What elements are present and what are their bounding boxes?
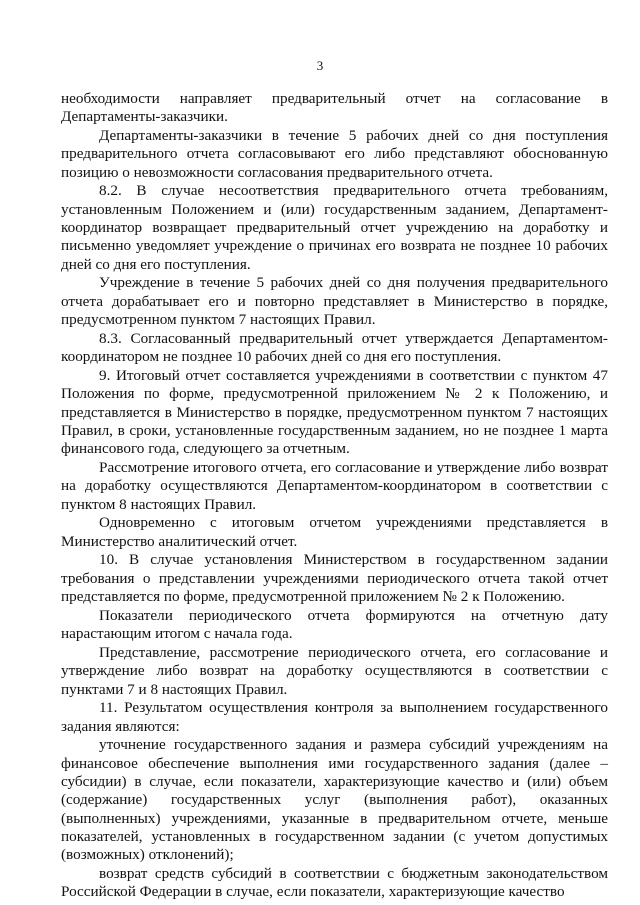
paragraph: 8.2. В случае несоответствия предварительного отчета требованиям, установленным Положением и (или) государственным заданием, Департамент-координатор возвращает предварительный отчет учреждению на доработку и письменно уведомляет учреждение о причинах его возврата не позднее 10 рабочих дней со дня его поступления. [61,182,608,273]
paragraph: возврат средств субсидий в соответствии с бюджетным законодательством Российской Федерации в случае, если показатели, характеризующие качество [61,864,608,901]
paragraph: 10. В случае установления Министерством в государственном задании требования о представлении учреждениями периодического отчета такой отчет представляется по форме, предусмотренной приложением № 2 к Положению. [61,551,608,606]
paragraph: 9. Итоговый отчет составляется учреждениями в соответствии с пунктом 47 Положения по форме, предусмотренной приложением № 2 к Положению, и представляется в Министерство в порядке, предусмотренном пунктом 7 настоящих Правил, в сроки, установленные государственным заданием, но не позднее 1 марта финансового года, следующего за отчетным. [61,366,608,458]
paragraph: Показатели периодического отчета формируются на отчетную дату нарастающим итогом с начала года. [61,606,608,643]
paragraph: 11. Результатом осуществления контроля за выполнением государственного задания являются: [61,699,608,735]
paragraph: уточнение государственного задания и размера субсидий учреждениям на финансовое обеспечение выполнения ими государственного задания (далее – субсидии) в случае, если показатели, характеризующие качество и (или) объем (содержание) государственных услуг (выполнения работ), оказанных (выполненных) учреждениями, указанные в предварительном отчете, меньше показателей, установленных в государственном задании (с учетом допустимых (возможных) отклонений); [61,736,608,864]
paragraph: необходимости направляет предварительный отчет на согласование в Департаменты-заказчики. [61,90,608,126]
document-body [61,90,608,902]
paragraph: Представление, рассмотрение периодического отчета, его согласование и утверждение либо возврат на доработку осуществляются в соответствии с пунктами 7 и 8 настоящих Правил. [61,643,608,698]
paragraph: Департаменты-заказчики в течение 5 рабочих дней со дня поступления предварительного отчета согласовывают его либо представляют обоснованную позицию о невозможности согласования предварительного отчета. [61,127,608,181]
paragraph: Одновременно с итоговым отчетом учреждениями представляется в Министерство аналитический отчет. [61,514,608,550]
paragraph: Учреждение в течение 5 рабочих дней со дня получения предварительного отчета дорабатывает его и повторно представляет в Министерство в порядке, предусмотренном пунктом 7 настоящих Правил. [61,274,608,329]
paragraph: Рассмотрение итогового отчета, его согласование и утверждение либо возврат на доработку осуществляются Департаментом-координатором в соответствии с пунктом 8 настоящих Правил. [61,458,608,513]
page-number: 3 [316,58,324,73]
paragraph: 8.3. Согласованный предварительный отчет утверждается Департаментом-координатором не позднее 10 рабочих дней со дня его поступления. [61,329,608,366]
